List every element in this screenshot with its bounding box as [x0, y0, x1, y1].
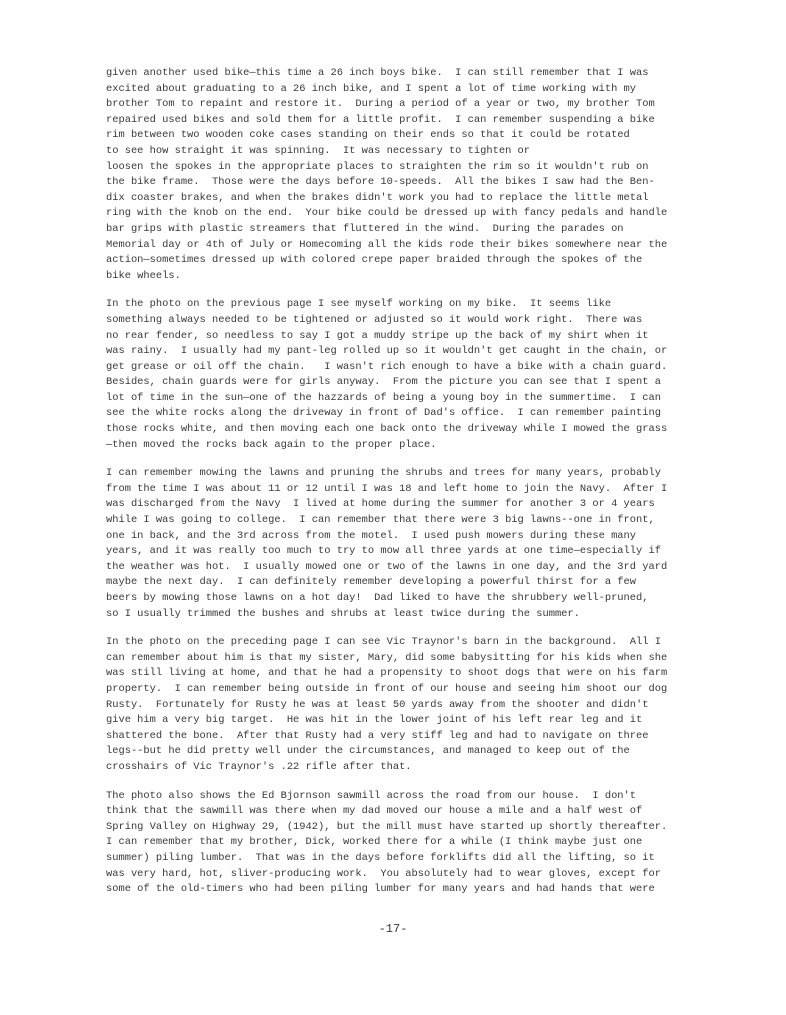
text-line: those rocks white, and then moving each one back onto the driveway while I mowed the grass — [106, 423, 668, 436]
text-line: The photo also shows the Ed Bjornson sawmill across the road from our house. I don't — [106, 789, 637, 802]
text-line: so I usually trimmed the bushes and shrubs at least twice during the summer. — [106, 607, 580, 620]
text-line: rim between two wooden coke cases standing on their ends so that it could be rotated — [106, 129, 630, 142]
text-line: was rainy. I usually had my pant-leg rolled up so it wouldn't get caught in the chain, or — [106, 345, 668, 358]
text-line: think that the sawmill was there when my dad moved our house a mile and a half west of — [106, 805, 643, 818]
text-line: from the time I was about 11 or 12 until I was 18 and left home to join the Navy. After I — [106, 482, 668, 495]
text-line: Spring Valley on Highway 29, (1942), but the mill must have started up shortly thereafter. — [106, 820, 668, 833]
text-line: the bike frame. Those were the days before 10-speeds. All the bikes I saw had the Ben- — [106, 176, 655, 189]
text-line: was very hard, hot, sliver-producing work. You absolutely had to wear gloves, except for — [106, 867, 661, 880]
text-line: can remember about him is that my sister, Mary, did some babysitting for his kids when she — [106, 651, 668, 664]
text-line: repaired used bikes and sold them for a little profit. I can remember suspending a bike — [106, 113, 655, 126]
text-line: bar grips with plastic streamers that fluttered in the wind. During the parades on — [106, 222, 624, 235]
text-line: brother Tom to repaint and restore it. During a period of a year or two, my brother Tom — [106, 98, 655, 111]
text-line: maybe the next day. I can definitely remember developing a powerful thirst for a few — [106, 576, 637, 589]
text-line: bike wheels. — [106, 269, 181, 282]
text-line: given another used bike—this time a 26 inch boys bike. I can still remember that I was — [106, 67, 649, 79]
text-line: action—sometimes dressed up with colored crepe paper braided through the spokes of the — [106, 254, 643, 267]
text-line: some of the old-timers who had been piling lumber for many years and had hands that were — [106, 883, 655, 896]
paragraph-mowing-lawns — [106, 466, 666, 622]
text-line: was still living at home, and that he had a propensity to shoot dogs that were on his farm — [106, 667, 668, 680]
paragraph-bike-restoration — [106, 66, 666, 284]
text-line: no rear fender, so needless to say I got a muddy stripe up the back of my shirt when it — [106, 329, 649, 342]
text-line: the weather was hot. I usually mowed one or two of the lawns in one day, and the 3rd yard — [106, 560, 668, 573]
text-line: summer) piling lumber. That was in the days before forklifts did all the lifting, so it — [106, 851, 655, 864]
text-line: crosshairs of Vic Traynor's .22 rifle after that. — [106, 760, 412, 773]
text-line: something always needed to be tightened or adjusted so it would work right. There was — [106, 313, 643, 326]
paragraph-working-on-bike — [106, 297, 666, 453]
text-line: I can remember that my brother, Dick, worked there for a while (I think maybe just one — [106, 836, 643, 849]
body-text — [106, 66, 666, 911]
text-line: beers by mowing those lawns on a hot day! Dad liked to have the shrubbery well-pruned, — [106, 592, 649, 604]
text-line: give him a very big target. He was hit in the lower joint of his left rear leg and it — [106, 714, 643, 727]
text-line: In the photo on the previous page I see myself working on my bike. It seems like — [106, 298, 612, 311]
text-line: —then moved the rocks back again to the proper place. — [106, 438, 437, 451]
text-line: years, and it was really too much to try to mow all three yards at one time—especially if — [106, 545, 661, 558]
text-line: property. I can remember being outside in front of our house and seeing him shoot our dog — [106, 682, 668, 695]
text-line: lot of time in the sun—one of the hazzards of being a young boy in the summertime. I can — [106, 391, 661, 404]
paragraph-vic-traynor — [106, 635, 666, 775]
text-line: see the white rocks along the driveway in front of Dad's office. I can remember painting — [106, 407, 661, 420]
text-line: excited about graduating to a 26 inch bike, and I spent a lot of time working with my — [106, 82, 637, 95]
text-line: while I was going to college. I can remember that there were 3 big lawns--one in front, — [106, 514, 655, 527]
text-line: to see how straight it was spinning. It was necessary to tighten or — [106, 144, 531, 157]
text-line: I can remember mowing the lawns and pruning the shrubs and trees for many years, probably — [106, 467, 661, 480]
text-line: In the photo on the preceding page I can see Vic Traynor's barn in the background. All I — [106, 636, 661, 649]
text-line: loosen the spokes in the appropriate places to straighten the rim so it wouldn't rub on — [106, 160, 649, 173]
paragraph-sawmill — [106, 789, 666, 898]
text-line: ring with the knob on the end. Your bike could be dressed up with fancy pedals and handle — [106, 207, 668, 220]
text-line: Rusty. Fortunately for Rusty he was at least 50 yards away from the shooter and didn't — [106, 698, 649, 711]
text-line: dix coaster brakes, and when the brakes didn't work you had to replace the little metal — [106, 191, 649, 204]
text-line: get grease or oil off the chain. I wasn't rich enough to have a bike with a chain guard. — [106, 360, 668, 373]
page-number: -17- — [378, 922, 408, 936]
text-line: Memorial day or 4th of July or Homecoming all the kids rode their bikes somewhere near the — [106, 238, 668, 251]
text-line: was discharged from the Navy I lived at home during the summer for another 3 or 4 years — [106, 498, 655, 511]
text-line: one in back, and the 3rd across from the motel. I used push mowers during these many — [106, 529, 637, 542]
text-line: shattered the bone. After that Rusty had a very stiff leg and had to navigate on three — [106, 729, 649, 742]
text-line: Besides, chain guards were for girls anyway. From the picture you can see that I spent a — [106, 376, 661, 389]
text-line: legs--but he did pretty well under the circumstances, and managed to keep out of the — [106, 745, 630, 758]
